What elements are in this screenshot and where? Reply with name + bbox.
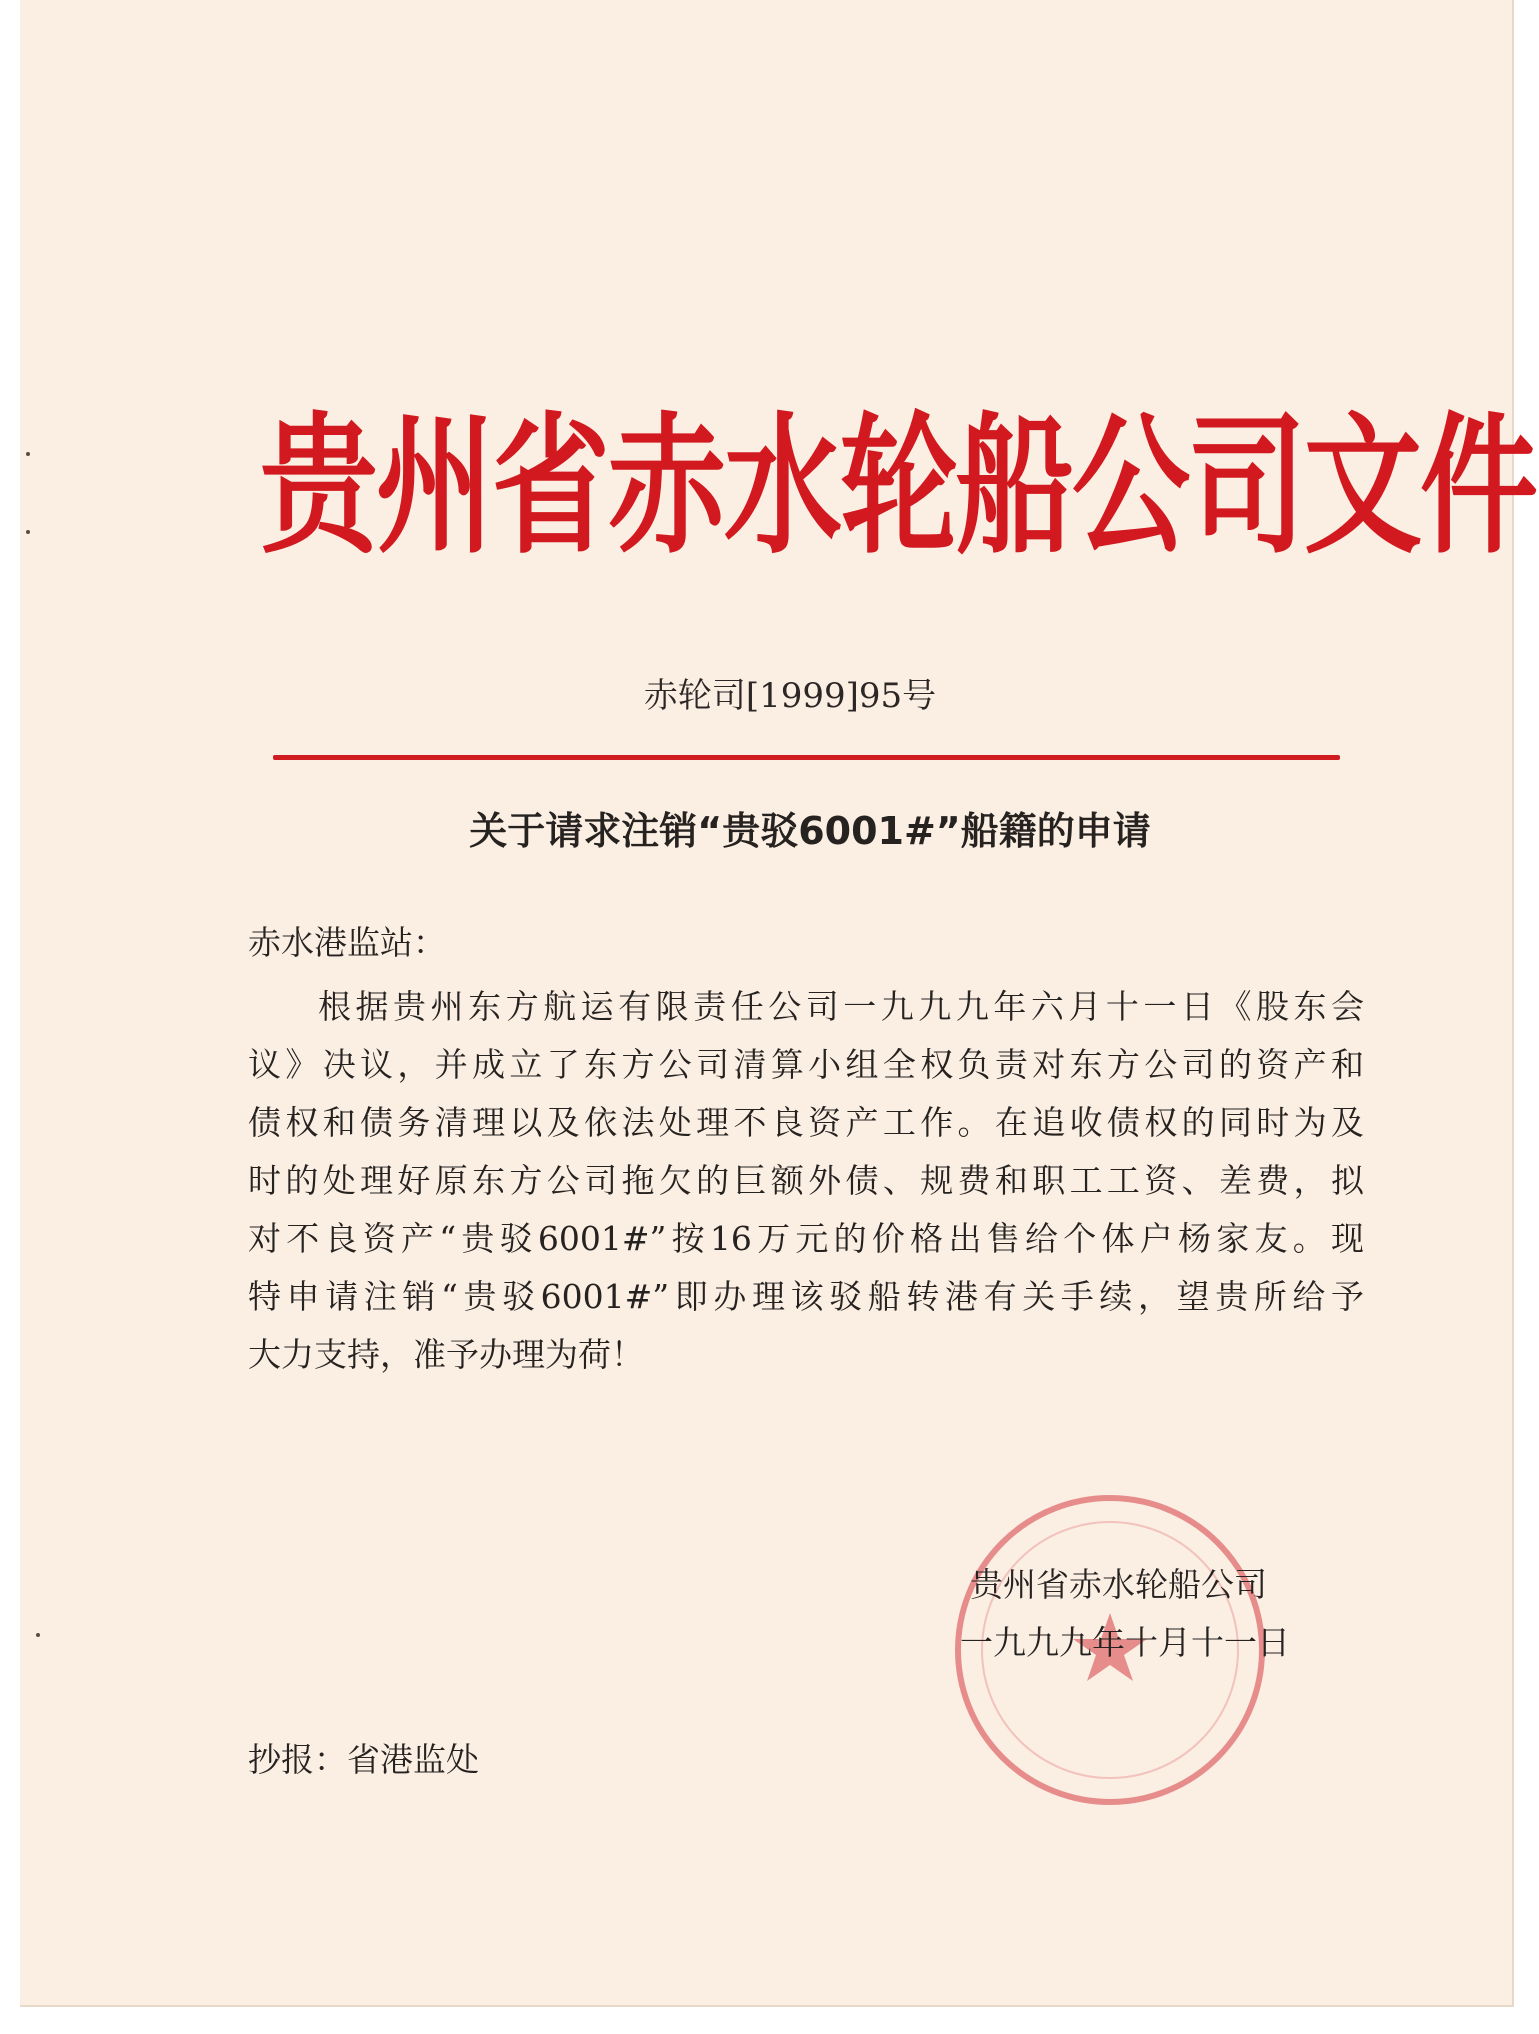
body-line: 特申请注销“贵驳6001#”即办理该驳船转港有关手续，望贵所给予 (248, 1277, 1364, 1316)
body-line: 债权和债务清理以及依法处理不良资产工作。在追收债权的同时为及 (248, 1103, 1364, 1142)
document-body (248, 978, 1364, 1384)
red-divider-line (273, 755, 1340, 760)
body-line: 议》决议，并成立了东方公司清算小组全权负责对东方公司的资产和 (248, 1045, 1364, 1084)
document-paper (20, 0, 1537, 2007)
signer-organization: 贵州省赤水轮船公司 (970, 1565, 1267, 1604)
signing-date: 一九九九年十月十一日 (960, 1623, 1290, 1662)
paper-speck (26, 530, 30, 534)
document-subject: 关于请求注销“贵驳6001#”船籍的申请 (469, 809, 1151, 853)
body-line: 对不良资产“贵驳6001#”按16万元的价格出售给个体户杨家友。现 (248, 1219, 1364, 1258)
document-header-title: 贵州省赤水轮船公司文件 (260, 396, 1537, 575)
body-line: 时的处理好原东方公司拖欠的巨额外债、规费和职工工资、差费，拟 (248, 1161, 1364, 1200)
body-line: 根据贵州东方航运有限责任公司一九九九年六月十一日《股东会 (318, 987, 1364, 1026)
document-number: 赤轮司[1999]95号 (643, 676, 937, 716)
paper-speck (26, 452, 30, 456)
carbon-copy-line: 抄报：省港监处 (248, 1740, 479, 1779)
recipient: 赤水港监站： (248, 923, 446, 962)
paper-speck (36, 1633, 40, 1637)
body-line: 大力支持，准予办理为荷！ (248, 1335, 644, 1374)
